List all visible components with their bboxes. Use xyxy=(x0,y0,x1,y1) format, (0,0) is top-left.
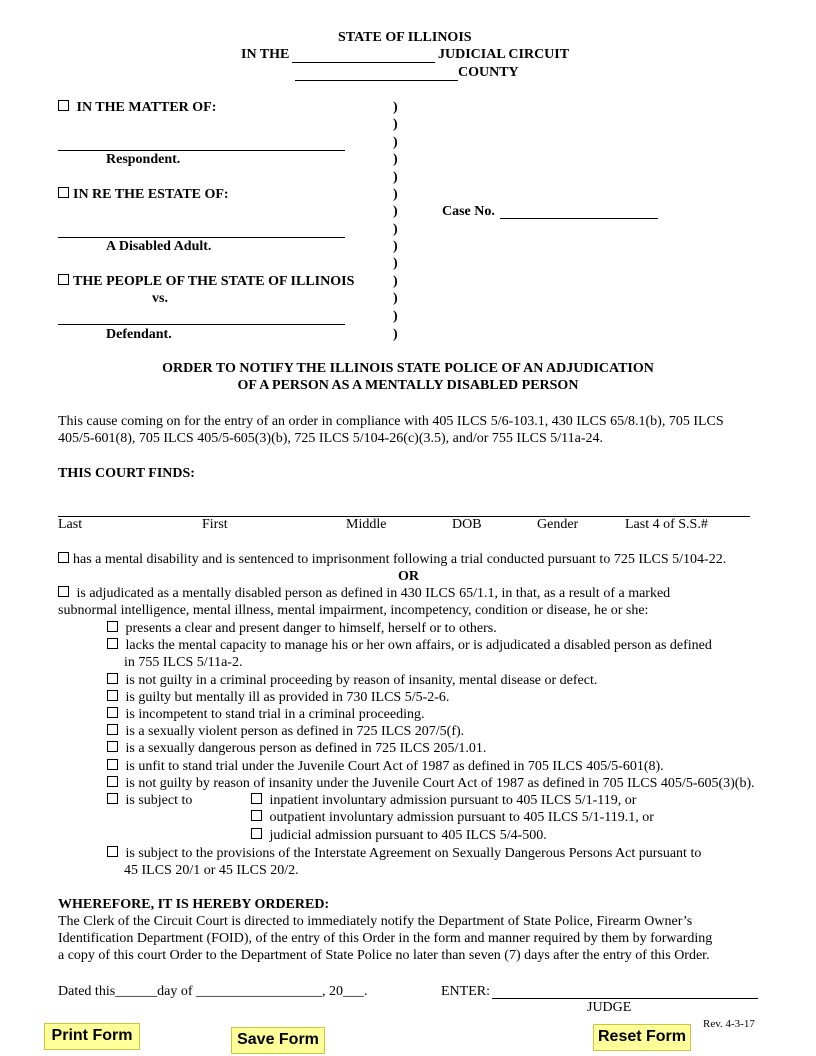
finding-item xyxy=(107,776,755,792)
paren: ) xyxy=(393,204,398,219)
paren: ) xyxy=(393,100,398,115)
adjudicated-row xyxy=(58,586,670,602)
paren: ) xyxy=(393,170,398,185)
dated-line[interactable]: Dated this______day of __________________, 20___. xyxy=(58,984,368,999)
finding-text: is unfit to stand trial under the Juvenile Court Act of 1987 as defined in 705 ILCS 405/5-601(8). xyxy=(125,759,664,774)
matter-of-label: IN THE MATTER OF: xyxy=(76,100,217,115)
enter-label: ENTER: xyxy=(441,984,490,999)
sentenced-row xyxy=(58,552,726,568)
paren: ) xyxy=(393,309,398,324)
finding-item xyxy=(107,690,449,706)
ordered-heading: WHEREFORE, IT IS HEREBY ORDERED: xyxy=(58,897,330,912)
finding-text: is a sexually dangerous person as defined in 725 ILCS 205/1.01. xyxy=(125,741,487,756)
finding-checkbox[interactable] xyxy=(107,741,118,752)
estate-of-row xyxy=(58,187,229,203)
save-form-button[interactable]: Save Form xyxy=(231,1027,325,1054)
in-the-label: IN THE xyxy=(241,47,290,62)
state-heading: STATE OF ILLINOIS xyxy=(338,30,472,45)
admission-checkbox[interactable] xyxy=(251,793,262,804)
order-title-line-2: OF A PERSON AS A MENTALLY DISABLED PERSON xyxy=(237,378,579,393)
admission-text: judicial admission pursuant to 405 ILCS 5/4-500. xyxy=(269,828,547,843)
admission-item xyxy=(251,793,636,809)
finding-text: is guilty but mentally ill as provided in 730 ILCS 5/5-2-6. xyxy=(125,690,450,705)
finding-checkbox[interactable] xyxy=(107,638,118,649)
defendant-field[interactable] xyxy=(58,324,345,325)
finding-item xyxy=(107,759,664,775)
adjudicated-text-2: subnormal intelligence, mental illness, mental impairment, incompetency, condition or disease, he or she: xyxy=(58,603,649,618)
people-checkbox[interactable] xyxy=(58,274,69,285)
admission-item xyxy=(251,810,654,826)
interstate-text-2: 45 ILCS 20/1 or 45 ILCS 20/2. xyxy=(124,863,299,878)
paren: ) xyxy=(393,222,398,237)
order-title-line-1: ORDER TO NOTIFY THE ILLINOIS STATE POLICE OF AN ADJUDICATION xyxy=(162,361,654,376)
admission-checkbox[interactable] xyxy=(251,810,262,821)
matter-of-row xyxy=(58,100,216,116)
finding-checkbox[interactable] xyxy=(107,776,118,787)
admission-text: outpatient involuntary admission pursuant to 405 ILCS 5/1-119.1, or xyxy=(269,810,654,825)
people-label: THE PEOPLE OF THE STATE OF ILLINOIS xyxy=(73,274,355,289)
county-field[interactable] xyxy=(295,80,458,81)
paren: ) xyxy=(393,239,398,254)
adjudicated-text: is adjudicated as a mentally disabled person as defined in 430 ILCS 65/1.1, in that, as a result of a marked xyxy=(76,586,671,601)
label-gender: Gender xyxy=(537,517,579,532)
respondent-label: Respondent. xyxy=(106,152,181,167)
label-dob: DOB xyxy=(452,517,482,532)
case-no-field[interactable] xyxy=(500,218,658,219)
finding-checkbox[interactable] xyxy=(107,793,118,804)
judicial-circuit-label: JUDICIAL CIRCUIT xyxy=(438,47,570,62)
disabled-adult-label: A Disabled Adult. xyxy=(106,239,212,254)
finding-item xyxy=(107,621,497,637)
admission-item xyxy=(251,828,547,844)
finding-text: lacks the mental capacity to manage his or her own affairs, or is adjudicated a disabled person as defined xyxy=(125,638,712,653)
interstate-text: is subject to the provisions of the Interstate Agreement on Sexually Dangerous Persons Act pursuant to xyxy=(125,846,702,861)
estate-of-label: IN RE THE ESTATE OF: xyxy=(73,187,229,202)
finding-text: is not guilty in a criminal proceeding by reason of insanity, mental disease or defect. xyxy=(125,673,598,688)
paren: ) xyxy=(393,117,398,132)
reset-form-button[interactable]: Reset Form xyxy=(593,1024,691,1051)
judge-signature-field[interactable] xyxy=(492,998,758,999)
finding-checkbox[interactable] xyxy=(107,724,118,735)
circuit-field[interactable] xyxy=(292,62,435,63)
finding-item xyxy=(107,793,192,809)
estate-of-checkbox[interactable] xyxy=(58,187,69,198)
finding-checkbox[interactable] xyxy=(107,621,118,632)
finding-item xyxy=(107,724,464,740)
sentenced-checkbox[interactable] xyxy=(58,552,69,563)
admission-text: inpatient involuntary admission pursuant to 405 ILCS 5/1-119, or xyxy=(269,793,637,808)
county-label: COUNTY xyxy=(458,65,519,80)
finding-text: is subject to xyxy=(125,793,193,808)
finding-item xyxy=(107,707,424,723)
defendant-label: Defendant. xyxy=(106,327,172,342)
label-ssn: Last 4 of S.S.# xyxy=(625,517,708,532)
finding-text-continued: in 755 ILCS 5/11a-2. xyxy=(124,655,243,670)
order-line-3: a copy of this court Order to the Department of State Police no later than seven (7) days after the entry of this Order. xyxy=(58,948,710,963)
finding-checkbox[interactable] xyxy=(107,673,118,684)
paren: ) xyxy=(393,152,398,167)
finding-text: is incompetent to stand trial in a criminal proceeding. xyxy=(125,707,425,722)
label-middle: Middle xyxy=(346,517,387,532)
order-line-1: The Clerk of the Circuit Court is directed to immediately notify the Department of State Police, Firearm Owner’s xyxy=(58,914,693,929)
respondent-field[interactable] xyxy=(58,150,345,151)
vs-label: vs. xyxy=(152,291,168,306)
paren: ) xyxy=(393,327,398,342)
paren: ) xyxy=(393,274,398,289)
paren: ) xyxy=(393,291,398,306)
judge-label: JUDGE xyxy=(587,1000,632,1015)
court-finds-heading: THIS COURT FINDS: xyxy=(58,466,195,481)
intro-line-1: This cause coming on for the entry of an order in compliance with 405 ILCS 5/6-103.1, 430 ILCS 65/8.1(b), 705 ILCS xyxy=(58,414,724,429)
finding-checkbox[interactable] xyxy=(107,707,118,718)
paren: ) xyxy=(393,135,398,150)
interstate-item xyxy=(107,846,701,862)
case-no-label: Case No. xyxy=(442,204,495,219)
label-last: Last xyxy=(58,517,83,532)
finding-text: is not guilty by reason of insanity under the Juvenile Court Act of 1987 as defined in 705 ILCS 405/5-605(3)(b). xyxy=(125,776,755,791)
admission-checkbox[interactable] xyxy=(251,828,262,839)
order-line-2: Identification Department (FOID), of the entry of this Order in the form and manner required by them by forwarding xyxy=(58,931,713,946)
sentenced-text: has a mental disability and is sentenced to imprisonment following a trial conducted pursuant to 725 ILCS 5/104-22. xyxy=(73,552,727,567)
label-first: First xyxy=(202,517,228,532)
people-row xyxy=(58,274,354,290)
or-label: OR xyxy=(398,569,419,584)
disabled-adult-field[interactable] xyxy=(58,237,345,238)
intro-line-2: 405/5-601(8), 705 ILCS 405/5-605(3)(b), 725 ILCS 5/104-26(c)(3.5), and/or 755 ILCS 5/11a-24. xyxy=(58,431,604,446)
print-form-button[interactable]: Print Form xyxy=(44,1023,140,1050)
finding-checkbox[interactable] xyxy=(107,759,118,770)
adjudicated-checkbox[interactable] xyxy=(58,586,69,597)
finding-text: presents a clear and present danger to himself, herself or to others. xyxy=(125,621,497,636)
interstate-checkbox[interactable] xyxy=(107,846,118,857)
paren: ) xyxy=(393,187,398,202)
finding-checkbox[interactable] xyxy=(107,690,118,701)
finding-item xyxy=(107,741,486,757)
matter-of-checkbox[interactable] xyxy=(58,100,69,111)
finding-item xyxy=(107,673,597,689)
finding-item xyxy=(107,638,712,654)
paren: ) xyxy=(393,256,398,271)
revision-label: Rev. 4-3-17 xyxy=(703,1018,755,1030)
finding-text: is a sexually violent person as defined in 725 ILCS 207/5(f). xyxy=(125,724,465,739)
